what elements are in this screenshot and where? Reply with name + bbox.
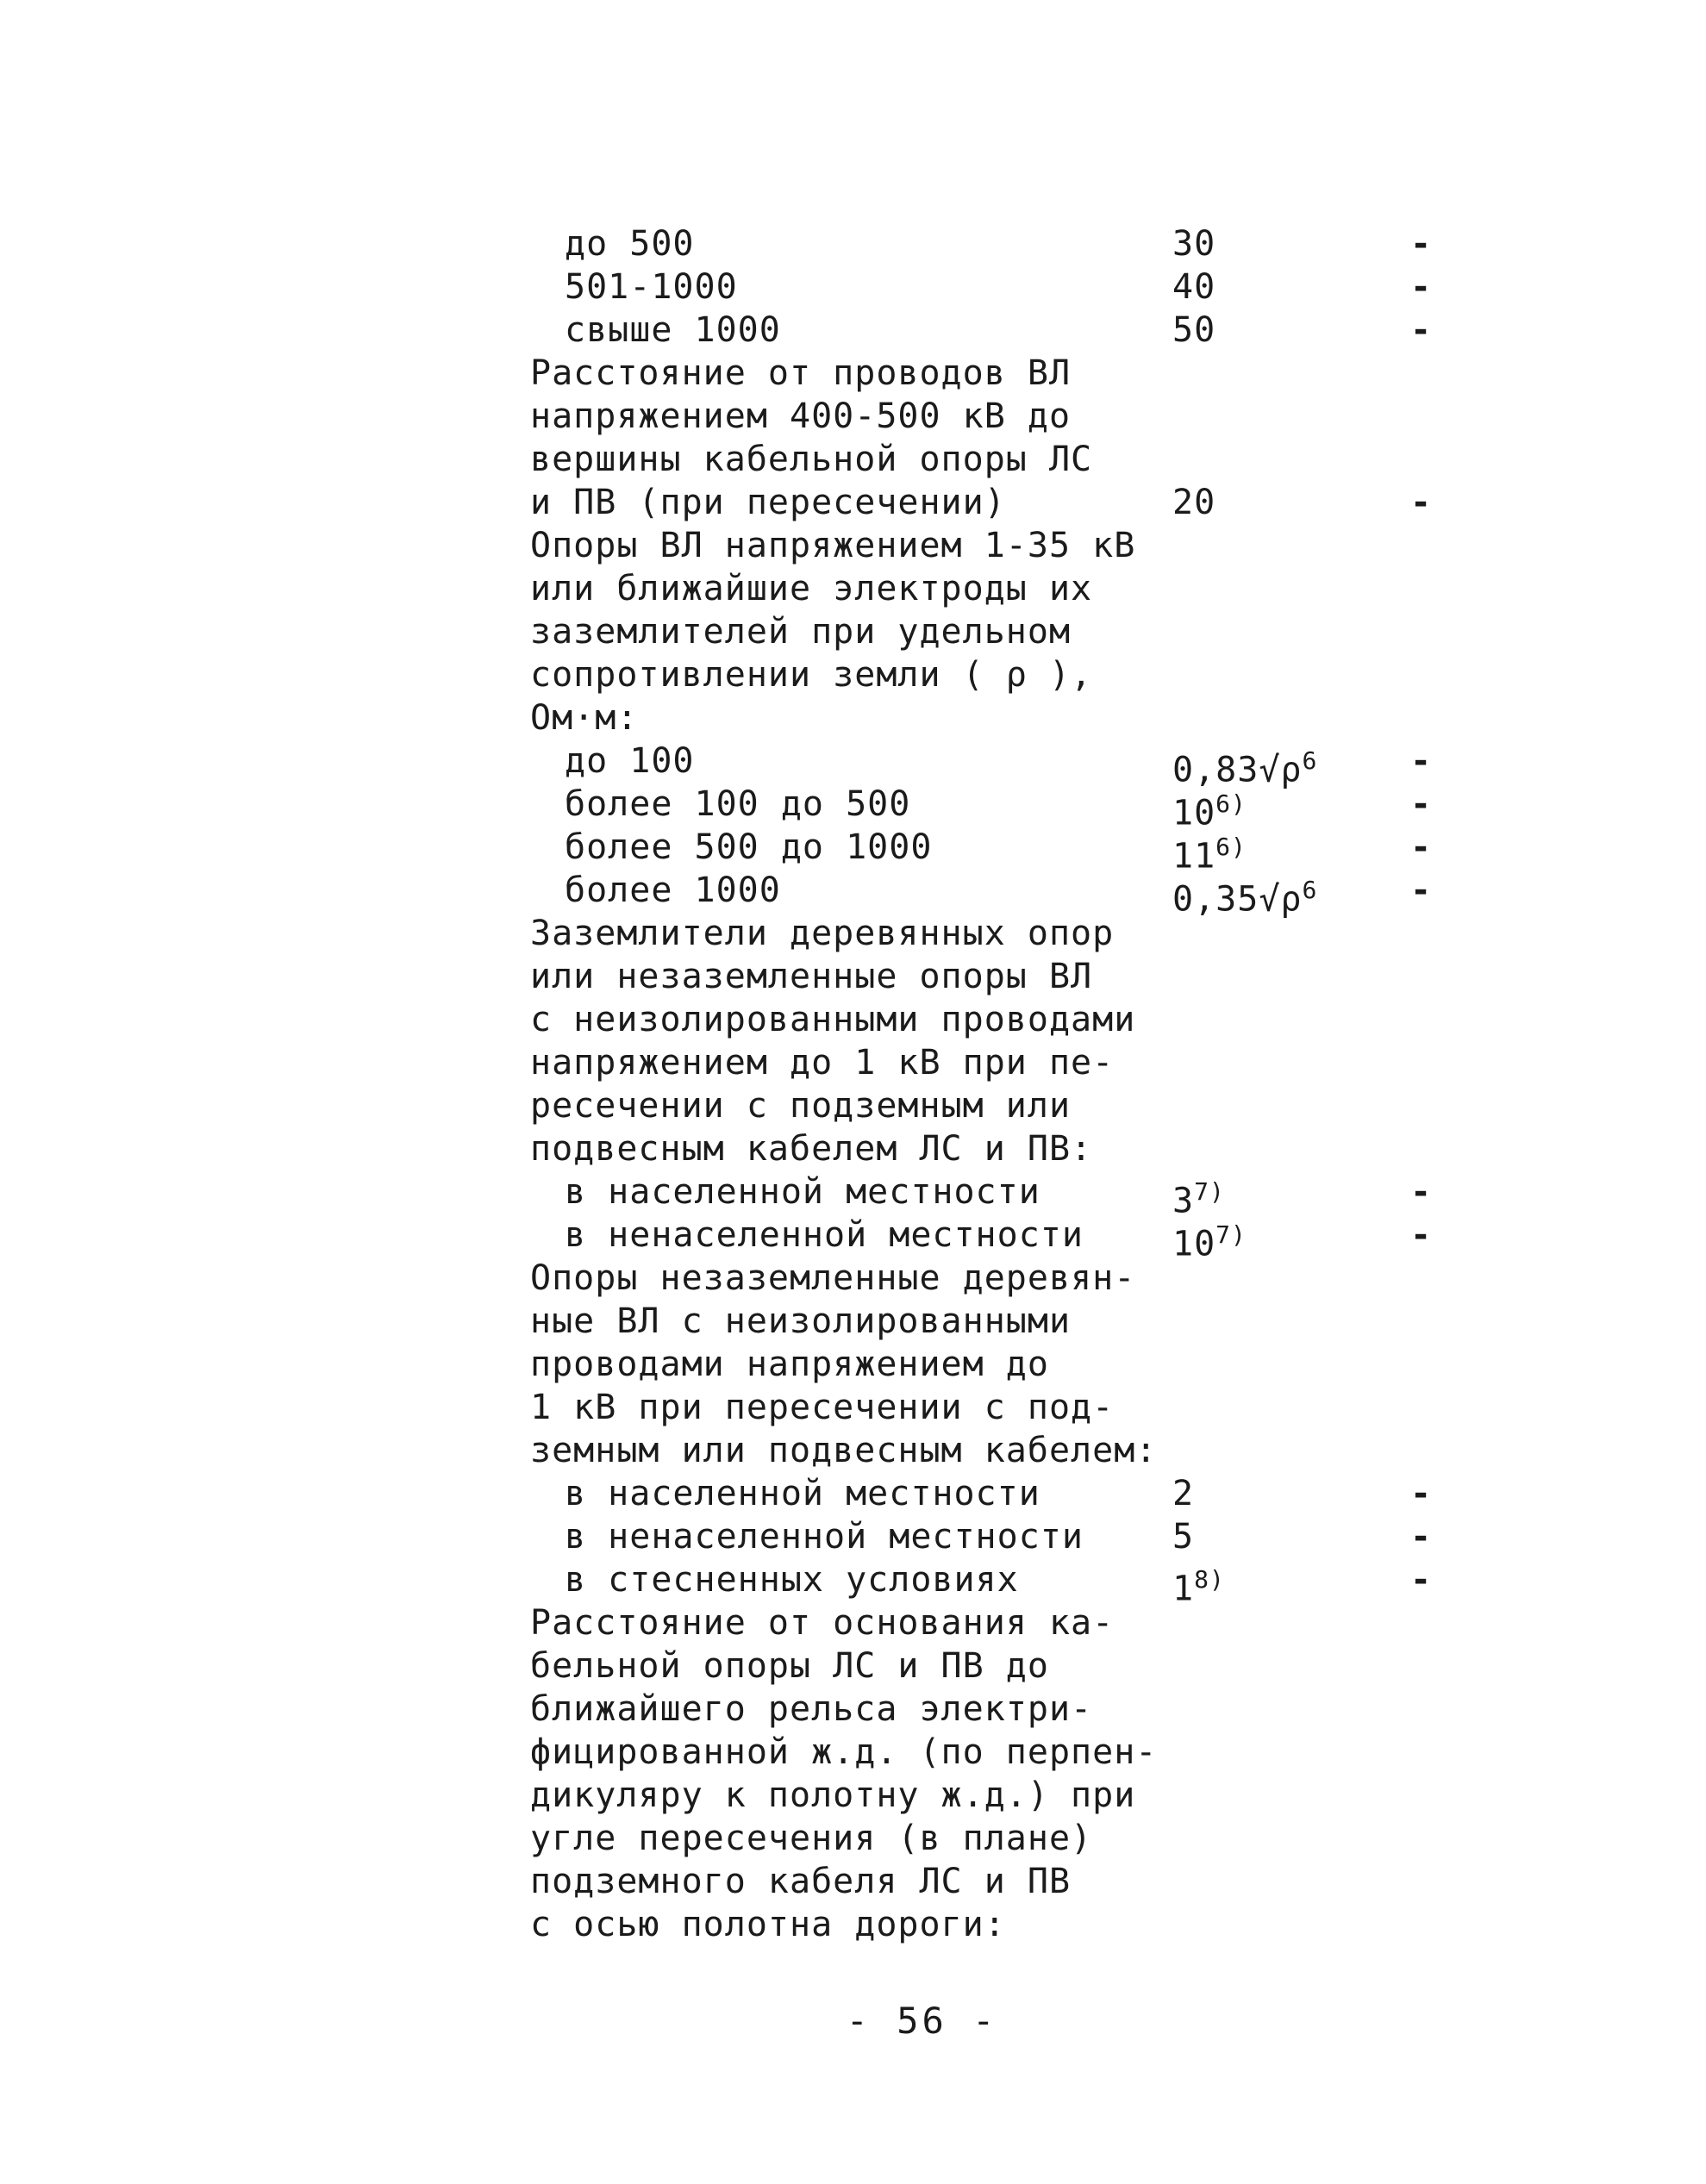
table-row bbox=[0, 1601, 1706, 1644]
row-label: в стесненных условиях bbox=[565, 1560, 1019, 1600]
table-row bbox=[0, 912, 1706, 955]
row-label: с неизолированными проводами bbox=[530, 1000, 1136, 1039]
row-label: дикуляру к полотну ж.д.) при bbox=[530, 1775, 1136, 1815]
row-value-text: 0,83√ρ bbox=[1172, 750, 1303, 790]
row-label: напряжением 400-500 кВ до bbox=[530, 396, 1072, 436]
row-value-text: 0,35√ρ bbox=[1172, 879, 1303, 920]
row-value bbox=[1172, 265, 1215, 309]
row-value-text: 2 bbox=[1172, 1474, 1195, 1513]
row-value bbox=[1172, 1472, 1194, 1515]
row-label: до 100 bbox=[565, 741, 695, 781]
footnote-marker: 7) bbox=[1194, 1177, 1225, 1206]
row-label: напряжением до 1 кВ при пе- bbox=[530, 1043, 1115, 1083]
row-label: более 1000 bbox=[565, 870, 781, 910]
table-row bbox=[0, 524, 1706, 567]
table-row bbox=[0, 1214, 1706, 1264]
table-row bbox=[0, 1731, 1706, 1774]
page-number: - 56 - bbox=[846, 2000, 998, 2042]
row-dash: - bbox=[1410, 1474, 1432, 1513]
row-dash: - bbox=[1410, 870, 1432, 910]
table-row bbox=[0, 1472, 1706, 1515]
row-label: фицированной ж.д. (по перпен- bbox=[530, 1732, 1158, 1772]
row-dash: - bbox=[1410, 267, 1432, 307]
row-label: земным или подвесным кабелем: bbox=[530, 1431, 1158, 1470]
table-row bbox=[0, 955, 1706, 998]
table-row bbox=[0, 395, 1706, 438]
row-label: сопротивлении земли ( ρ ), bbox=[530, 655, 1093, 695]
table-row bbox=[0, 265, 1706, 309]
table-row bbox=[0, 610, 1706, 653]
row-label: Опоры незаземленные деревян- bbox=[530, 1258, 1136, 1298]
table-row bbox=[0, 352, 1706, 395]
footnote-marker: 8) bbox=[1194, 1565, 1225, 1594]
row-value-text: 10 bbox=[1172, 793, 1216, 833]
row-label: ные ВЛ с неизолированными bbox=[530, 1301, 1072, 1341]
row-value-text: 3 bbox=[1172, 1181, 1195, 1221]
footnote-marker: 6) bbox=[1215, 833, 1247, 861]
row-label: в ненаселенной местности bbox=[565, 1215, 1084, 1255]
row-label: в ненаселенной местности bbox=[565, 1517, 1084, 1557]
table-row bbox=[0, 1041, 1706, 1084]
row-label: и ПВ (при пересечении) bbox=[530, 483, 1006, 522]
table-row bbox=[0, 826, 1706, 877]
row-label: заземлителей при удельном bbox=[530, 612, 1072, 652]
footnote-marker: 6 bbox=[1302, 876, 1318, 904]
row-value-text: 11 bbox=[1172, 836, 1216, 877]
row-value-text: 1 bbox=[1172, 1569, 1195, 1609]
row-label: с осью полотна дороги: bbox=[530, 1905, 1006, 1944]
row-dash: - bbox=[1410, 741, 1432, 781]
row-label: в населенной местности bbox=[565, 1172, 1040, 1212]
row-value bbox=[1172, 222, 1215, 265]
table-row bbox=[0, 309, 1706, 352]
table-row bbox=[0, 1127, 1706, 1170]
row-label: Расстояние от проводов ВЛ bbox=[530, 353, 1072, 393]
row-label: или незаземленные опоры ВЛ bbox=[530, 957, 1093, 996]
table-row bbox=[0, 481, 1706, 524]
row-label: угле пересечения (в плане) bbox=[530, 1819, 1093, 1858]
row-dash: - bbox=[1410, 1517, 1432, 1557]
row-label: ближайшего рельса электри- bbox=[530, 1689, 1093, 1729]
row-value-text: 5 bbox=[1172, 1517, 1195, 1557]
table-row bbox=[0, 1429, 1706, 1472]
table-row bbox=[0, 1257, 1706, 1300]
row-dash: - bbox=[1410, 827, 1432, 867]
row-value-text: 50 bbox=[1172, 310, 1216, 350]
table-row bbox=[0, 1860, 1706, 1903]
row-dash: - bbox=[1410, 310, 1432, 350]
table-row bbox=[0, 1558, 1706, 1609]
table-row bbox=[0, 1688, 1706, 1731]
row-value bbox=[1172, 309, 1215, 352]
table-row bbox=[0, 1386, 1706, 1429]
table-row bbox=[0, 1644, 1706, 1688]
table-row bbox=[0, 1084, 1706, 1127]
footnote-marker: 6 bbox=[1302, 746, 1318, 775]
row-label: подвесным кабелем ЛС и ПВ: bbox=[530, 1129, 1093, 1169]
row-value-text: 40 bbox=[1172, 267, 1216, 307]
table-row bbox=[0, 783, 1706, 833]
row-label: подземного кабеля ЛС и ПВ bbox=[530, 1862, 1072, 1901]
table-row bbox=[0, 1774, 1706, 1817]
row-label: 1 кВ при пересечении с под- bbox=[530, 1388, 1115, 1427]
table-row bbox=[0, 869, 1706, 920]
row-dash: - bbox=[1410, 483, 1432, 522]
table-row bbox=[0, 1903, 1706, 1946]
table-row bbox=[0, 1817, 1706, 1860]
row-value bbox=[1172, 1515, 1194, 1558]
row-dash: - bbox=[1410, 1215, 1432, 1255]
footnote-marker: 6) bbox=[1215, 789, 1247, 818]
row-dash: - bbox=[1410, 224, 1432, 264]
row-dash: - bbox=[1410, 1560, 1432, 1600]
row-label: более 500 до 1000 bbox=[565, 827, 933, 867]
row-label: свыше 1000 bbox=[565, 310, 781, 350]
row-value-text: 20 bbox=[1172, 483, 1216, 522]
row-label: в населенной местности bbox=[565, 1474, 1040, 1513]
row-label: Ом·м: bbox=[530, 698, 639, 738]
table-row bbox=[0, 998, 1706, 1041]
table-row bbox=[0, 696, 1706, 739]
row-label: Заземлители деревянных опор bbox=[530, 914, 1115, 953]
table-row bbox=[0, 567, 1706, 610]
table-row bbox=[0, 1515, 1706, 1558]
row-dash: - bbox=[1410, 1172, 1432, 1212]
row-dash: - bbox=[1410, 784, 1432, 824]
row-label: более 100 до 500 bbox=[565, 784, 911, 824]
row-label: бельной опоры ЛС и ПВ до bbox=[530, 1646, 1049, 1686]
table-row bbox=[0, 653, 1706, 696]
table-row bbox=[0, 1343, 1706, 1386]
row-value-text: 10 bbox=[1172, 1224, 1216, 1264]
table-row bbox=[0, 222, 1706, 265]
row-label: ресечении с подземным или bbox=[530, 1086, 1072, 1126]
row-label: или ближайшие электроды их bbox=[530, 569, 1093, 608]
row-label: до 500 bbox=[565, 224, 695, 264]
row-value bbox=[1172, 481, 1215, 524]
row-label: Расстояние от основания ка- bbox=[530, 1603, 1115, 1643]
footnote-marker: 7) bbox=[1215, 1220, 1247, 1249]
table-row bbox=[0, 1170, 1706, 1221]
table-row bbox=[0, 1300, 1706, 1343]
table-row bbox=[0, 438, 1706, 481]
row-label: Опоры ВЛ напряжением 1-35 кВ bbox=[530, 526, 1136, 565]
row-label: вершины кабельной опоры ЛС bbox=[530, 440, 1093, 479]
row-value-text: 30 bbox=[1172, 224, 1216, 264]
table-row bbox=[0, 739, 1706, 790]
row-label: проводами напряжением до bbox=[530, 1345, 1049, 1384]
row-label: 501-1000 bbox=[565, 267, 738, 307]
